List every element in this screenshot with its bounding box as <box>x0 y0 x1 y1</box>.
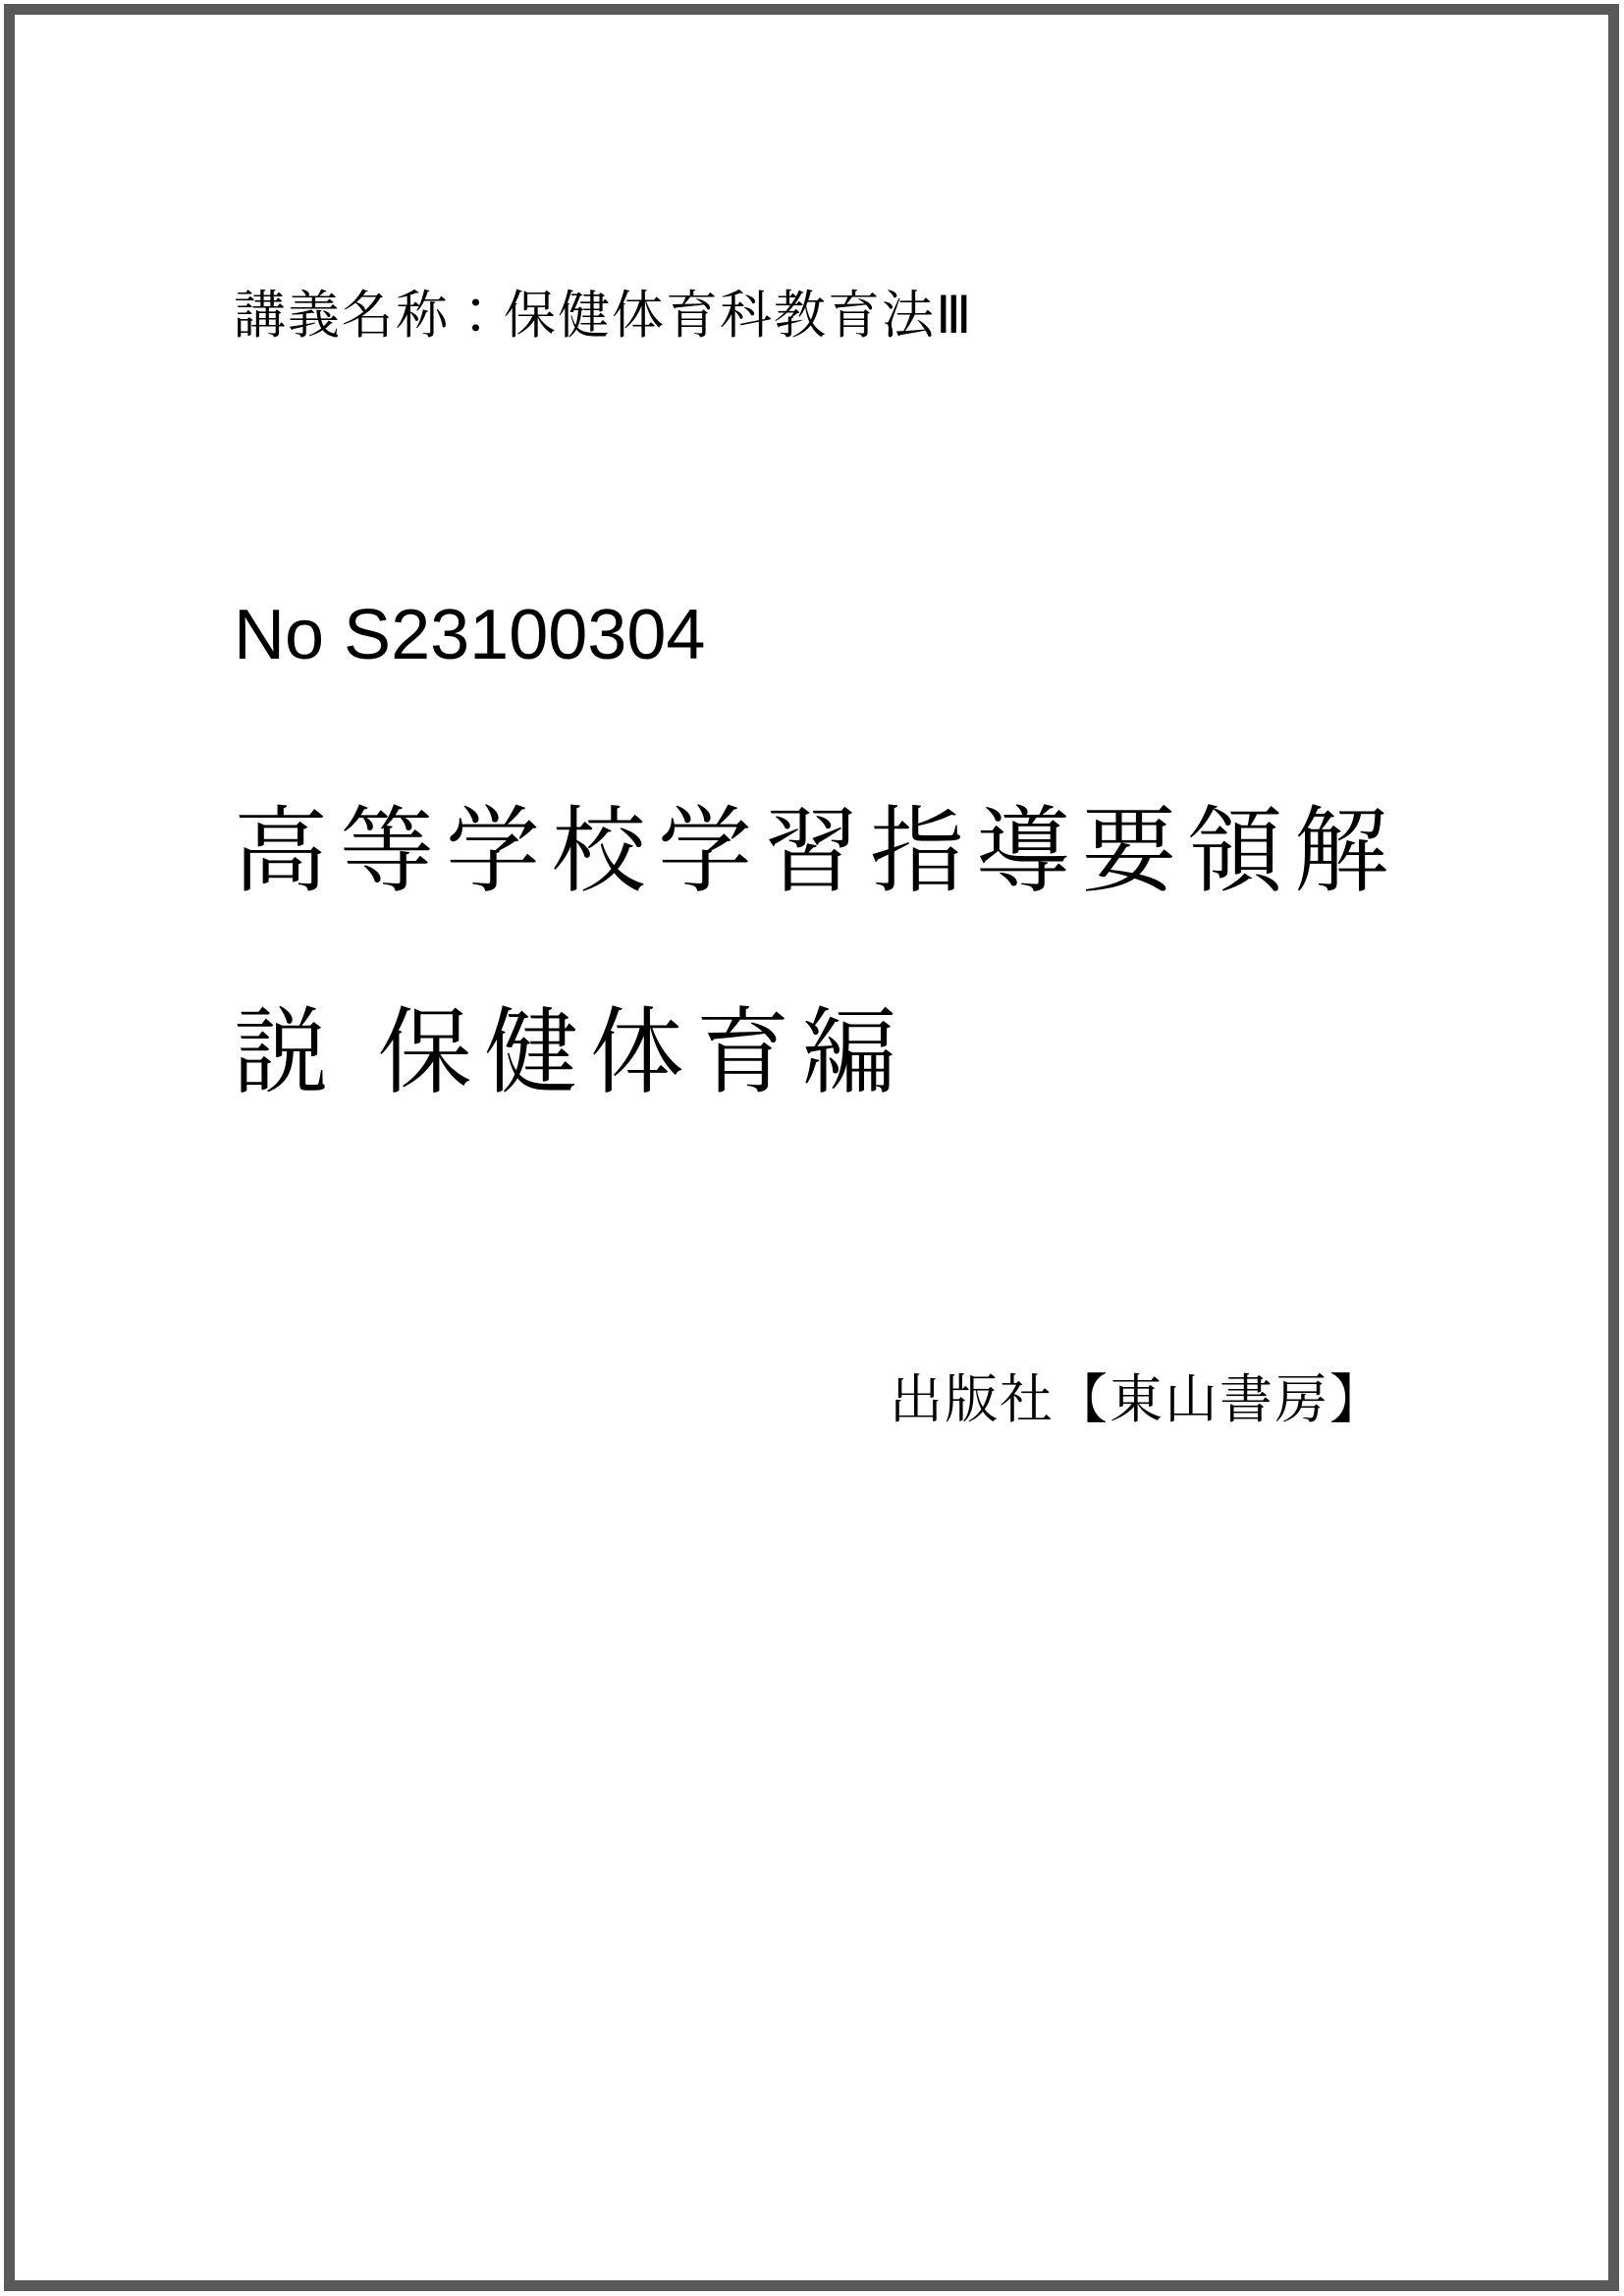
book-title <box>234 751 1400 1153</box>
document-number: No S23100304 <box>234 596 706 674</box>
book-title-line-1: 高等学校学習指導要領解 <box>234 799 1400 904</box>
course-name-label: 講義名称：保健体育科教育法Ⅲ <box>234 287 974 345</box>
book-title-line-2: 説 保健体育編 <box>234 1000 908 1105</box>
page-content <box>234 0 1400 2296</box>
publisher-label: 出版社【東山書房】 <box>890 1370 1384 1429</box>
